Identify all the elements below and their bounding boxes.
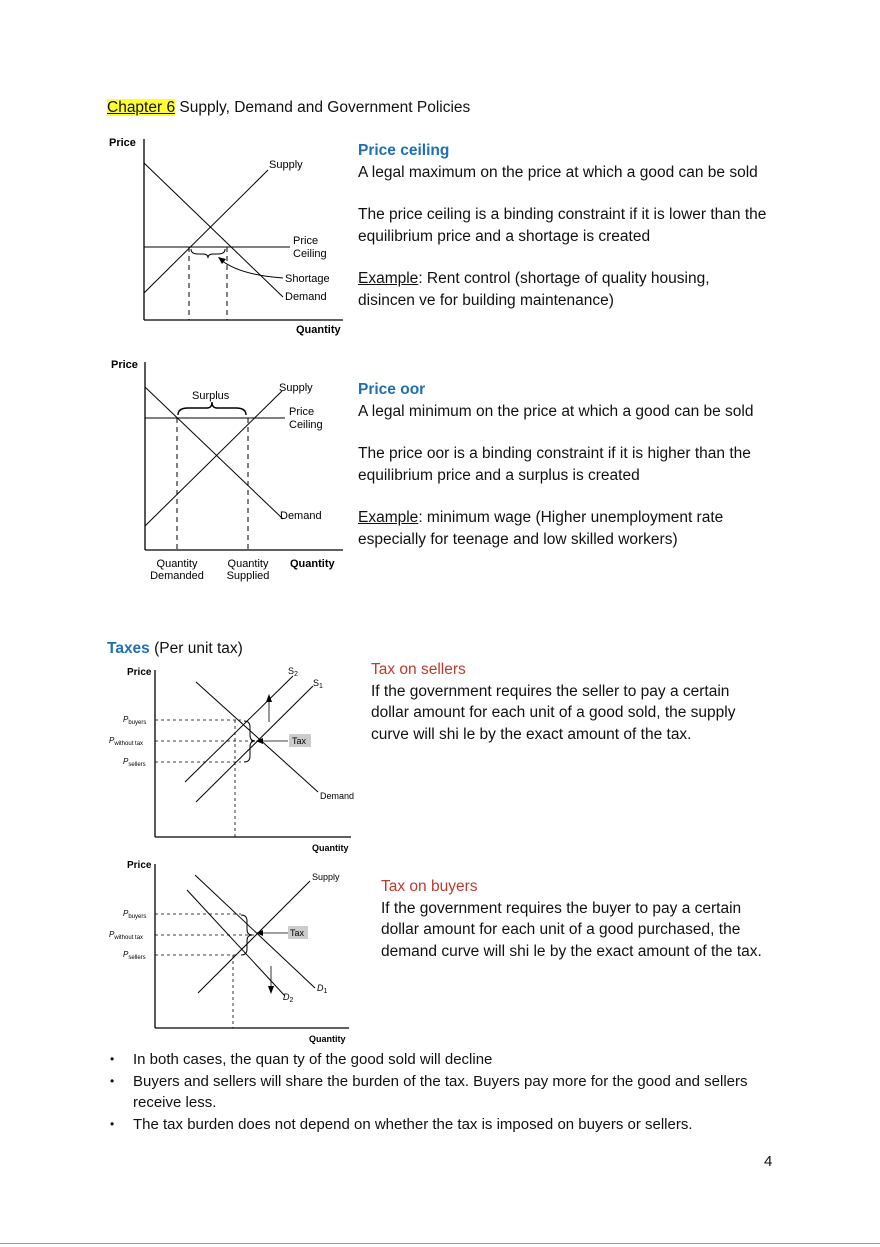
sellers-s2-sub: 2 xyxy=(294,671,298,678)
tax-bullet xyxy=(110,1114,770,1135)
ceiling-price-label: Price xyxy=(109,137,136,149)
sellers-s1-main: S xyxy=(313,678,320,688)
buyers-tax-label: Tax xyxy=(290,928,305,938)
page-number: 4 xyxy=(764,1153,773,1170)
bullet-dot-icon: • xyxy=(110,1117,115,1131)
floor-ceiling-label-1: Price xyxy=(289,406,315,418)
chapter-heading xyxy=(107,97,470,119)
tax-bullet-list xyxy=(110,1049,770,1135)
sellers-pbuyers-label xyxy=(123,715,146,726)
buyers-pwithout-label xyxy=(109,930,143,941)
price-floor-graph xyxy=(105,354,350,586)
floor-supply-label: Supply xyxy=(279,382,313,394)
floor-example-text: : minimum wage (Higher unemployment rate especially for teenage and low skilled workers) xyxy=(358,509,724,548)
buyers-shift-arrowhead xyxy=(268,986,274,994)
buyers-d1-main: D xyxy=(317,983,324,993)
floor-ceiling-label-2: Ceiling xyxy=(289,419,323,431)
chapter-label: Chapter 6 xyxy=(107,99,176,116)
floor-price-label: Price xyxy=(111,359,138,371)
floor-qs-label-1: Quantity xyxy=(227,558,269,570)
floor-section xyxy=(358,379,768,550)
tax-bullet-text: The tax burden does not depend on whether the tax is imposed on buyers or sellers. xyxy=(133,1116,693,1133)
ceiling-demand-curve xyxy=(144,163,283,297)
buyers-d2-main: D xyxy=(283,992,290,1002)
buyers-pwithout-sub: without tax xyxy=(114,935,144,941)
buyers-d1-sub: 1 xyxy=(323,988,328,995)
tax-sellers-section xyxy=(371,659,771,745)
sellers-price-label: Price xyxy=(127,667,152,678)
ceiling-demand-label: Demand xyxy=(285,291,327,303)
chapter-title: Supply, Demand and Government Policies xyxy=(175,99,471,116)
buyers-d2-curve xyxy=(187,890,285,996)
buyers-psellers-main: P xyxy=(123,950,129,959)
ceiling-ceiling-label-1: Price xyxy=(293,235,319,247)
sellers-pwithout-label xyxy=(109,736,143,747)
floor-qd-label-2: Demanded xyxy=(150,570,204,582)
buyers-psellers-sub: sellers xyxy=(128,955,146,961)
floor-heading: Price oor xyxy=(358,381,426,398)
tax-buyers-section xyxy=(381,876,771,962)
floor-quantity-label: Quantity xyxy=(290,558,335,570)
ceiling-ceiling-label-2: Ceiling xyxy=(293,248,327,260)
tax-bullet xyxy=(110,1049,770,1070)
sellers-psellers-sub: sellers xyxy=(128,762,146,768)
sellers-s2-curve xyxy=(185,676,293,782)
ceiling-quantity-label: Quantity xyxy=(296,324,341,336)
buyers-d2-label xyxy=(283,992,294,1004)
sellers-psellers-main: P xyxy=(123,757,129,766)
ceiling-binding-text: The price ceiling is a binding constraint if it is lower than the equilibrium price and a shortage is created xyxy=(358,206,767,245)
ceiling-section xyxy=(358,140,768,311)
floor-qs-label-2: Supplied xyxy=(226,570,270,582)
tax-sellers-graph xyxy=(105,662,363,857)
floor-binding-text: The price oor is a binding constraint if it is higher than the equilibrium price and a surplus is created xyxy=(358,445,751,484)
tax-sellers-text: If the government requires the seller to pay a certain dollar amount for each unit of a good sold, the supply curve will shi le by the exact amount of the tax. xyxy=(371,682,736,743)
floor-example-label: Example xyxy=(358,509,419,526)
buyers-pwithout-main: P xyxy=(109,930,115,939)
ceiling-supply-label: Supply xyxy=(269,159,303,171)
tax-bullet xyxy=(110,1071,770,1113)
floor-surplus-brace xyxy=(178,402,246,415)
footer-divider xyxy=(0,1243,880,1244)
sellers-quantity-label: Quantity xyxy=(312,843,349,853)
buyers-pbuyers-label xyxy=(123,909,146,920)
price-ceiling-graph xyxy=(105,133,350,338)
tax-bullet-text: Buyers and sellers will share the burden of the tax. Buyers pay more for the good and sellers receive less. xyxy=(133,1073,748,1111)
taxes-title: Taxes xyxy=(107,640,150,657)
ceiling-shortage-label: Shortage xyxy=(285,273,330,285)
floor-surplus-label: Surplus xyxy=(192,390,230,402)
ceiling-supply-curve xyxy=(144,170,268,293)
ceiling-example xyxy=(358,268,768,311)
buyers-d2-sub: 2 xyxy=(289,997,294,1004)
taxes-subtitle: (Per unit tax) xyxy=(149,640,243,657)
sellers-s1-label xyxy=(313,678,323,690)
ceiling-heading: Price ceiling xyxy=(358,142,450,159)
sellers-s1-sub: 1 xyxy=(319,683,323,690)
sellers-demand-label: Demand xyxy=(320,791,355,801)
bullet-dot-icon: • xyxy=(110,1074,115,1088)
floor-qd-label-1: Quantity xyxy=(156,558,198,570)
buyers-psellers-label xyxy=(123,950,146,961)
sellers-pbuyers-main: P xyxy=(123,715,129,724)
tax-bullet-text: In both cases, the quan ty of the good sold will decline xyxy=(133,1051,493,1068)
tax-buyers-heading: Tax on buyers xyxy=(381,878,478,895)
ceiling-shortage-brace xyxy=(191,249,225,258)
bullet-dot-icon: • xyxy=(110,1052,115,1066)
sellers-pwithout-sub: without tax xyxy=(114,741,144,747)
buyers-quantity-label: Quantity xyxy=(309,1034,346,1044)
sellers-pbuyers-sub: buyers xyxy=(128,720,147,726)
floor-definition: A legal minimum on the price at which a good can be sold xyxy=(358,402,754,420)
tax-buyers-text: If the government requires the buyer to pay a certain dollar amount for each unit of a good purchased, the demand curve will shi le by the exact amount of the tax. xyxy=(381,899,762,960)
ceiling-definition: A legal maximum on the price at which a good can be sold xyxy=(358,163,758,181)
sellers-tax-label: Tax xyxy=(292,736,307,746)
sellers-pwithout-main: P xyxy=(109,736,115,745)
sellers-psellers-label xyxy=(123,757,146,768)
buyers-pbuyers-main: P xyxy=(123,909,129,918)
buyers-price-label: Price xyxy=(127,860,152,871)
floor-example xyxy=(358,507,768,550)
ceiling-shortage-arrow xyxy=(221,260,283,278)
floor-supply-curve xyxy=(145,391,282,526)
tax-buyers-graph xyxy=(105,856,363,1048)
buyers-supply-label: Supply xyxy=(312,872,340,882)
taxes-heading xyxy=(107,638,243,660)
ceiling-example-label: Example xyxy=(358,270,419,287)
ceiling-example-text: : Rent control (shortage of quality housing, disincen ve for building maintenance) xyxy=(358,270,710,309)
floor-demand-label: Demand xyxy=(280,510,322,522)
sellers-s2-main: S xyxy=(288,666,295,676)
tax-sellers-heading: Tax on sellers xyxy=(371,661,466,678)
buyers-pbuyers-sub: buyers xyxy=(128,914,147,920)
buyers-d1-label xyxy=(317,983,328,995)
